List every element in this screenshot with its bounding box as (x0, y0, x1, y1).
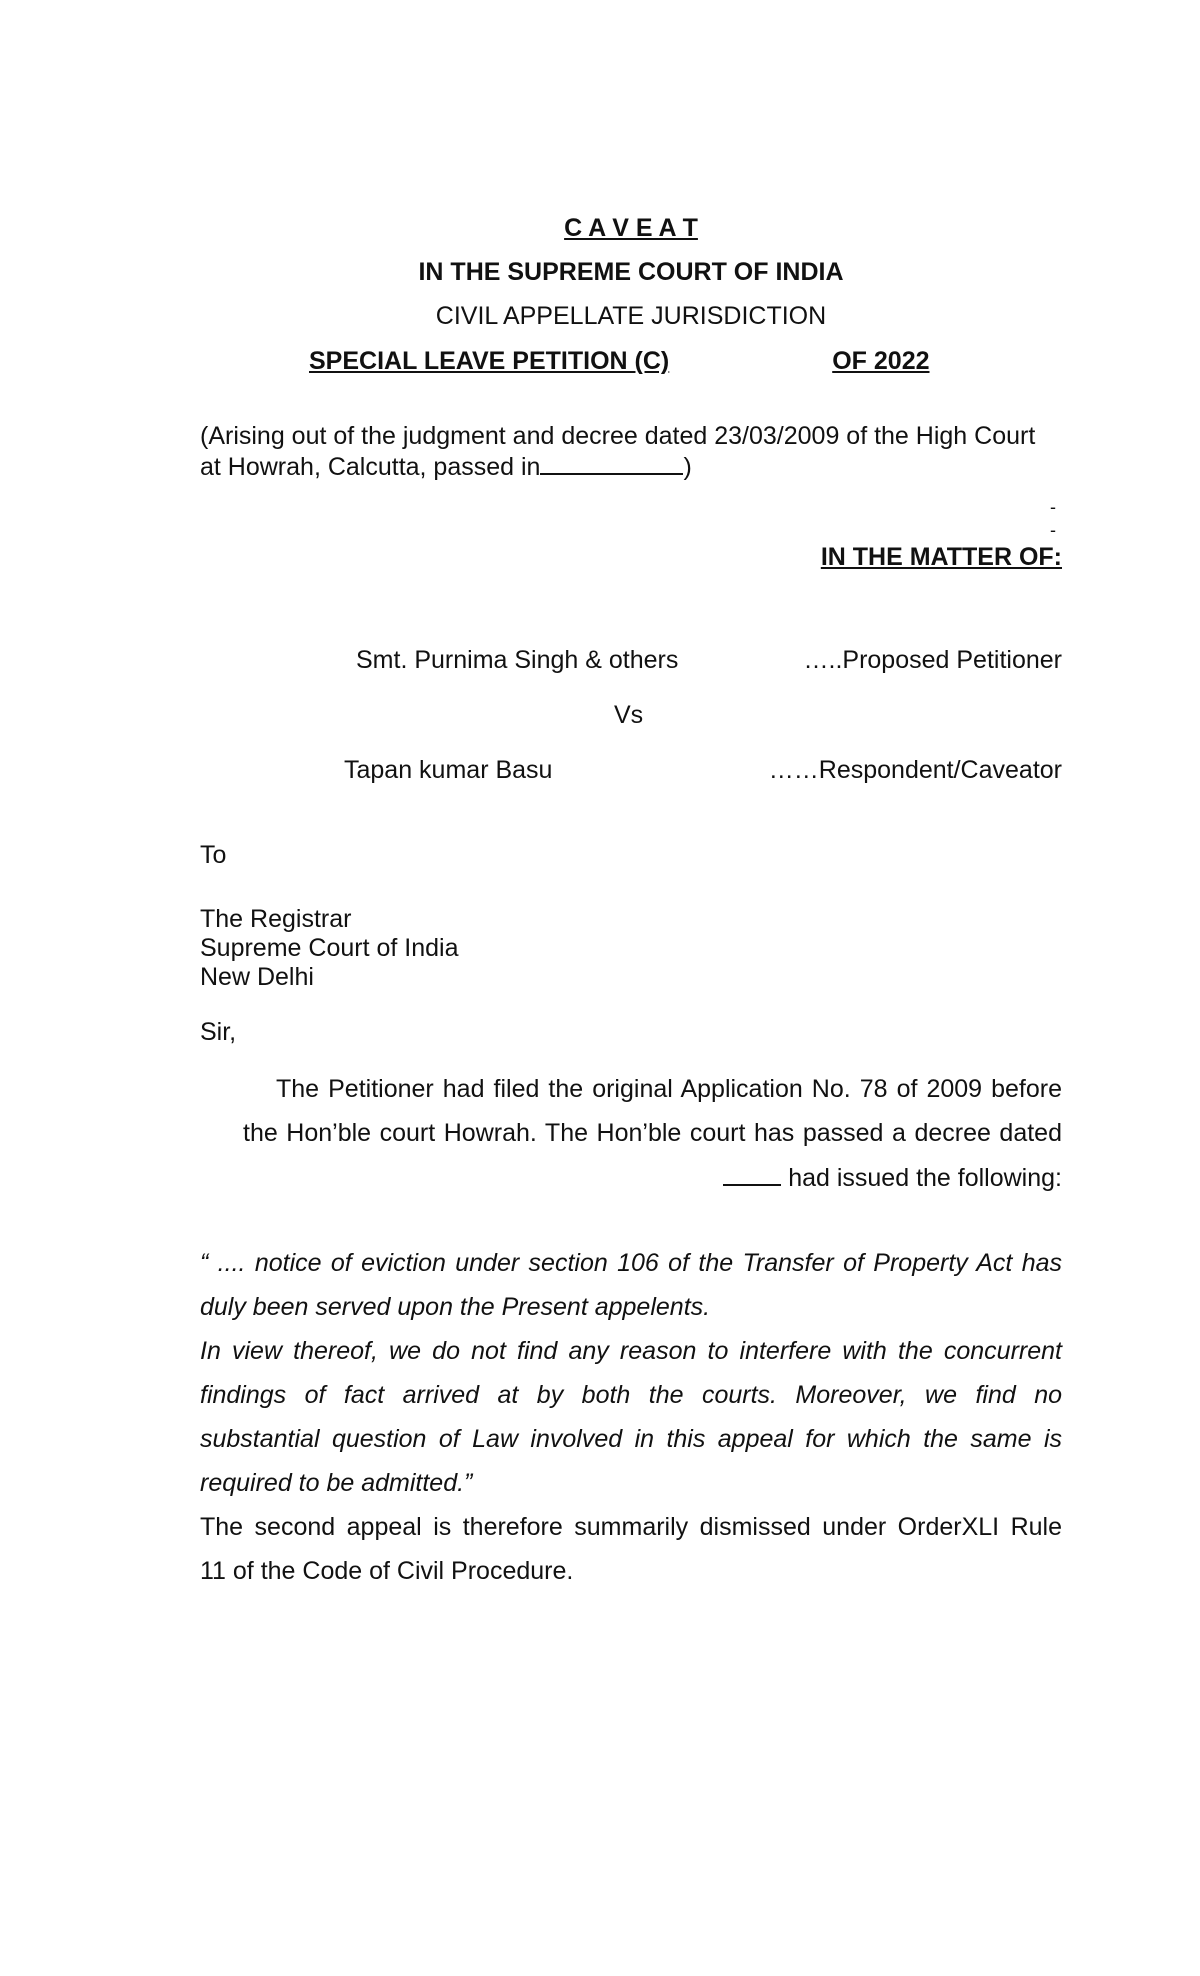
matter-dash-2: - (1050, 520, 1056, 540)
quote-line-5: substantial question of Law involved in this appeal for which the same is (200, 1425, 1062, 1453)
respondent-role: ……Respondent/Caveator (768, 756, 1062, 784)
quote-line-4: findings of fact arrived at by both the courts. Moreover, we find no (200, 1381, 1062, 1409)
petitioner-role: …..Proposed Petitioner (803, 646, 1062, 674)
arising-line-1: (Arising out of the judgment and decree dated 23/03/2009 of the High Court (200, 422, 1036, 450)
quote-line-2: duly been served upon the Present appelents. (200, 1293, 711, 1321)
salutation: Sir, (200, 1018, 237, 1046)
court-title: IN THE SUPREME COURT OF INDIA (418, 258, 844, 286)
body-paragraph-line-1: The Petitioner had filed the original Application No. 78 of 2009 before (276, 1075, 1062, 1103)
body-paragraph-line-2: the Hon’ble court Howrah. The Hon’ble court has passed a decree dated (243, 1119, 1062, 1147)
quote-line-1: “ .... notice of eviction under section 106 of the Transfer of Property Act has (200, 1249, 1062, 1277)
petition-year: OF 2022 (832, 347, 930, 375)
quote-line-6: required to be admitted.” (200, 1469, 473, 1497)
petition-heading (309, 346, 969, 376)
blank-case-number (540, 451, 683, 475)
matter-dash-1: - (1050, 497, 1056, 517)
respondent-name: Tapan kumar Basu (344, 756, 553, 784)
closing-line-1: The second appeal is therefore summarily dismissed under OrderXLI Rule (200, 1513, 1062, 1541)
arising-line-2: at Howrah, Calcutta, passed in ) (200, 453, 692, 481)
petition-label: SPECIAL LEAVE PETITION (C) (309, 347, 670, 375)
versus: Vs (614, 701, 644, 729)
blank-decree-date (723, 1162, 781, 1186)
quote-line-3: In view thereof, we do not find any reason to interfere with the concurrent (200, 1337, 1062, 1365)
address-to: To (200, 841, 227, 869)
matter-label: IN THE MATTER OF: (820, 543, 1062, 571)
jurisdiction-title: CIVIL APPELLATE JURISDICTION (435, 302, 827, 330)
closing-line-2: 11 of the Code of Civil Procedure. (200, 1557, 574, 1585)
petitioner-name: Smt. Purnima Singh & others (356, 646, 679, 674)
body-paragraph-line-3: had issued the following: (700, 1162, 1062, 1193)
caveat-title: C A V E A T (564, 214, 698, 242)
address-line-1: The Registrar (200, 905, 352, 933)
address-line-3: New Delhi (200, 963, 314, 991)
address-line-2: Supreme Court of India (200, 934, 459, 962)
